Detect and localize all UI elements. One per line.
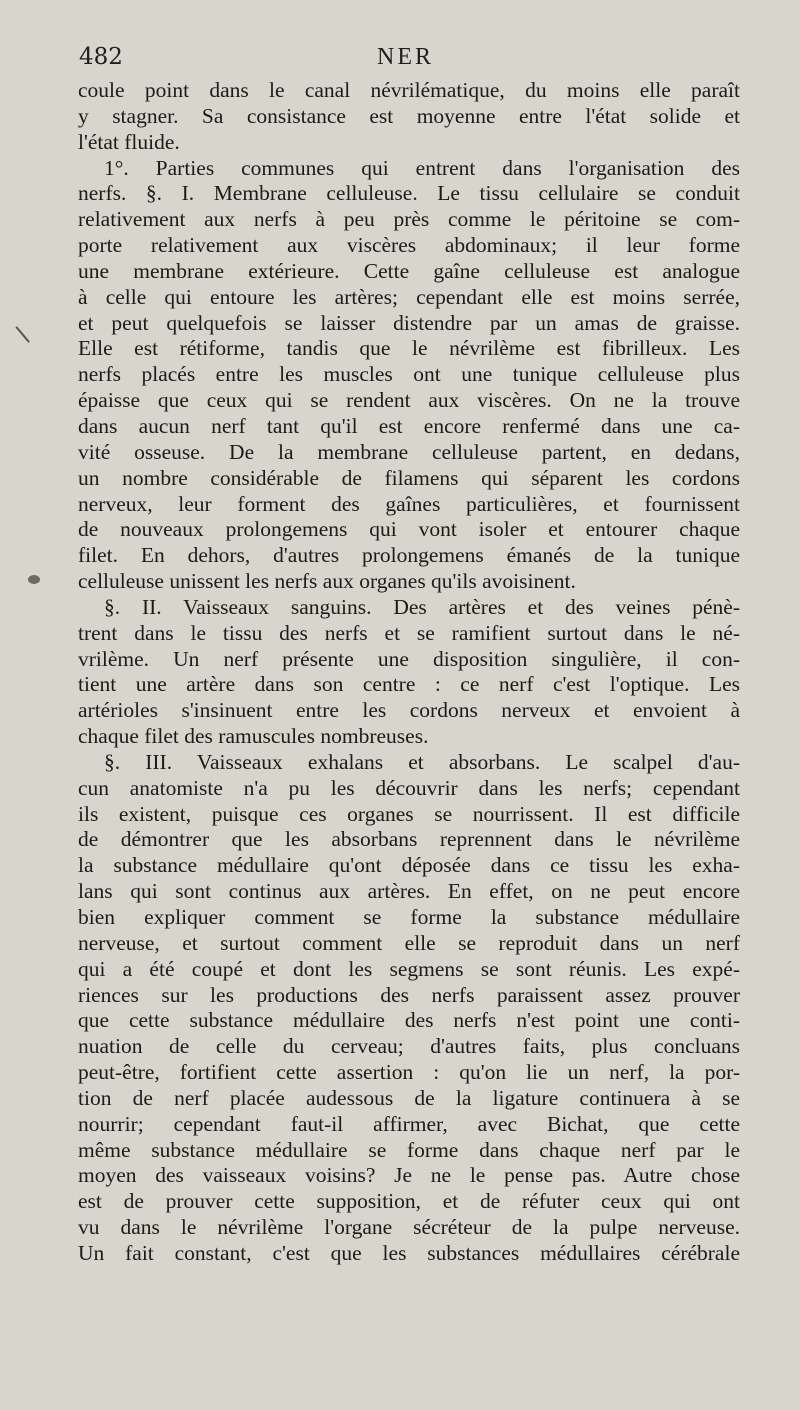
margin-ink-spot <box>28 575 40 584</box>
text-line: de nouveaux prolongemens qui vont isoler et entourer chaque <box>78 517 740 542</box>
text-line: nourrir; cependant faut-il affirmer, avec Bichat, que cette <box>78 1111 740 1136</box>
text-line: tion de nerf placée audessous de la ligature continuera à se <box>78 1085 740 1110</box>
page-number: 482 <box>79 44 123 70</box>
text-line: de démontrer que les absorbans reprennent dans le névrilème <box>78 827 740 852</box>
text-line: relativement aux nerfs à peu près comme le péritoine se com- <box>78 207 740 232</box>
text-line: Elle est rétiforme, tandis que le névrilème est fibrilleux. Les <box>78 336 740 361</box>
text-line: est de prouver cette supposition, et de réfuter ceux qui ont <box>78 1189 740 1214</box>
text-line: nerfs placés entre les muscles ont une tunique celluleuse plus <box>78 362 740 387</box>
text-line: à celle qui entoure les artères; cependant elle est moins serrée, <box>78 284 740 309</box>
text-line: bien expliquer comment se forme la substance médullaire <box>78 905 740 929</box>
text-line: moyen des vaisseaux voisins? Je ne le pense pas. Autre chose <box>78 1163 740 1188</box>
body-text <box>78 78 740 1267</box>
page-header <box>0 44 800 76</box>
running-head: NER <box>377 44 434 70</box>
text-line: lans qui sont continus aux artères. En effet, on ne peut encore <box>78 879 740 904</box>
text-line: l'état fluide. <box>78 129 180 154</box>
text-line: épaisse que ceux qui se rendent aux viscères. On ne la trouve <box>78 388 740 413</box>
text-line: nuation de celle du cerveau; d'autres faits, plus concluans <box>78 1034 740 1059</box>
text-line: vité osseuse. De la membrane celluleuse partent, en dedans, <box>78 439 740 464</box>
text-line: §. II. Vaisseaux sanguins. Des artères et des veines pénè- <box>104 594 740 619</box>
text-line: riences sur les productions des nerfs paraissent assez prouver <box>78 982 740 1007</box>
text-line: porte relativement aux viscères abdominaux; il leur forme <box>78 233 740 258</box>
text-line: trent dans le tissu des nerfs et se ramifient surtout dans le né- <box>78 620 740 645</box>
text-line: celluleuse unissent les nerfs aux organes qu'ils avoisinent. <box>78 569 576 594</box>
text-line: coule point dans le canal névrilématique, du moins elle paraît <box>78 78 740 102</box>
text-line: une membrane extérieure. Cette gaîne celluleuse est analogue <box>78 258 740 283</box>
text-line: que cette substance médullaire des nerfs n'est point une conti- <box>78 1008 740 1033</box>
text-line: nerveux, leur forment des gaînes particulières, et fournissent <box>78 491 740 516</box>
text-line: §. III. Vaisseaux exhalans et absorbans. Le scalpel d'au- <box>104 749 740 774</box>
text-line: même substance médullaire se forme dans chaque nerf par le <box>78 1137 740 1162</box>
margin-pencil-mark <box>15 317 40 343</box>
text-line: cun anatomiste n'a pu les découvrir dans les nerfs; cependant <box>78 775 740 800</box>
text-line: 1°. Parties communes qui entrent dans l'organisation des <box>104 155 740 180</box>
text-line: et peut quelquefois se laisser distendre par un amas de graisse. <box>78 310 740 335</box>
text-line: nerfs. §. I. Membrane celluleuse. Le tissu cellulaire se conduit <box>78 181 740 206</box>
text-line: qui a été coupé et dont les segmens se sont réunis. Les expé- <box>78 956 740 981</box>
text-line: peut-être, fortifient cette assertion : qu'on lie un nerf, la por- <box>78 1060 740 1085</box>
text-line: chaque filet des ramuscules nombreuses. <box>78 724 429 749</box>
text-line: dans aucun nerf tant qu'il est encore renfermé dans une ca- <box>78 413 740 438</box>
text-line: un nombre considérable de filamens qui séparent les cordons <box>78 465 740 490</box>
text-line: y stagner. Sa consistance est moyenne entre l'état solide et <box>78 103 740 128</box>
text-line: ils existent, puisque ces organes se nourrissent. Il est difficile <box>78 801 740 826</box>
text-line: vrilème. Un nerf présente une disposition singulière, il con- <box>78 646 740 671</box>
text-line: filet. En dehors, d'autres prolongemens émanés de la tunique <box>78 543 740 568</box>
text-line: la substance médullaire qu'ont déposée dans ce tissu les exha- <box>78 853 740 878</box>
text-line: Un fait constant, c'est que les substances médullaires cérébrale <box>78 1240 740 1265</box>
text-line: vu dans le névrilème l'organe sécréteur de la pulpe nerveuse. <box>78 1215 740 1240</box>
text-line: nerveuse, et surtout comment elle se reproduit dans un nerf <box>78 930 740 955</box>
text-line: artérioles s'insinuent entre les cordons nerveux et envoient à <box>78 698 740 723</box>
text-line: tient une artère dans son centre : ce nerf c'est l'optique. Les <box>78 672 740 697</box>
